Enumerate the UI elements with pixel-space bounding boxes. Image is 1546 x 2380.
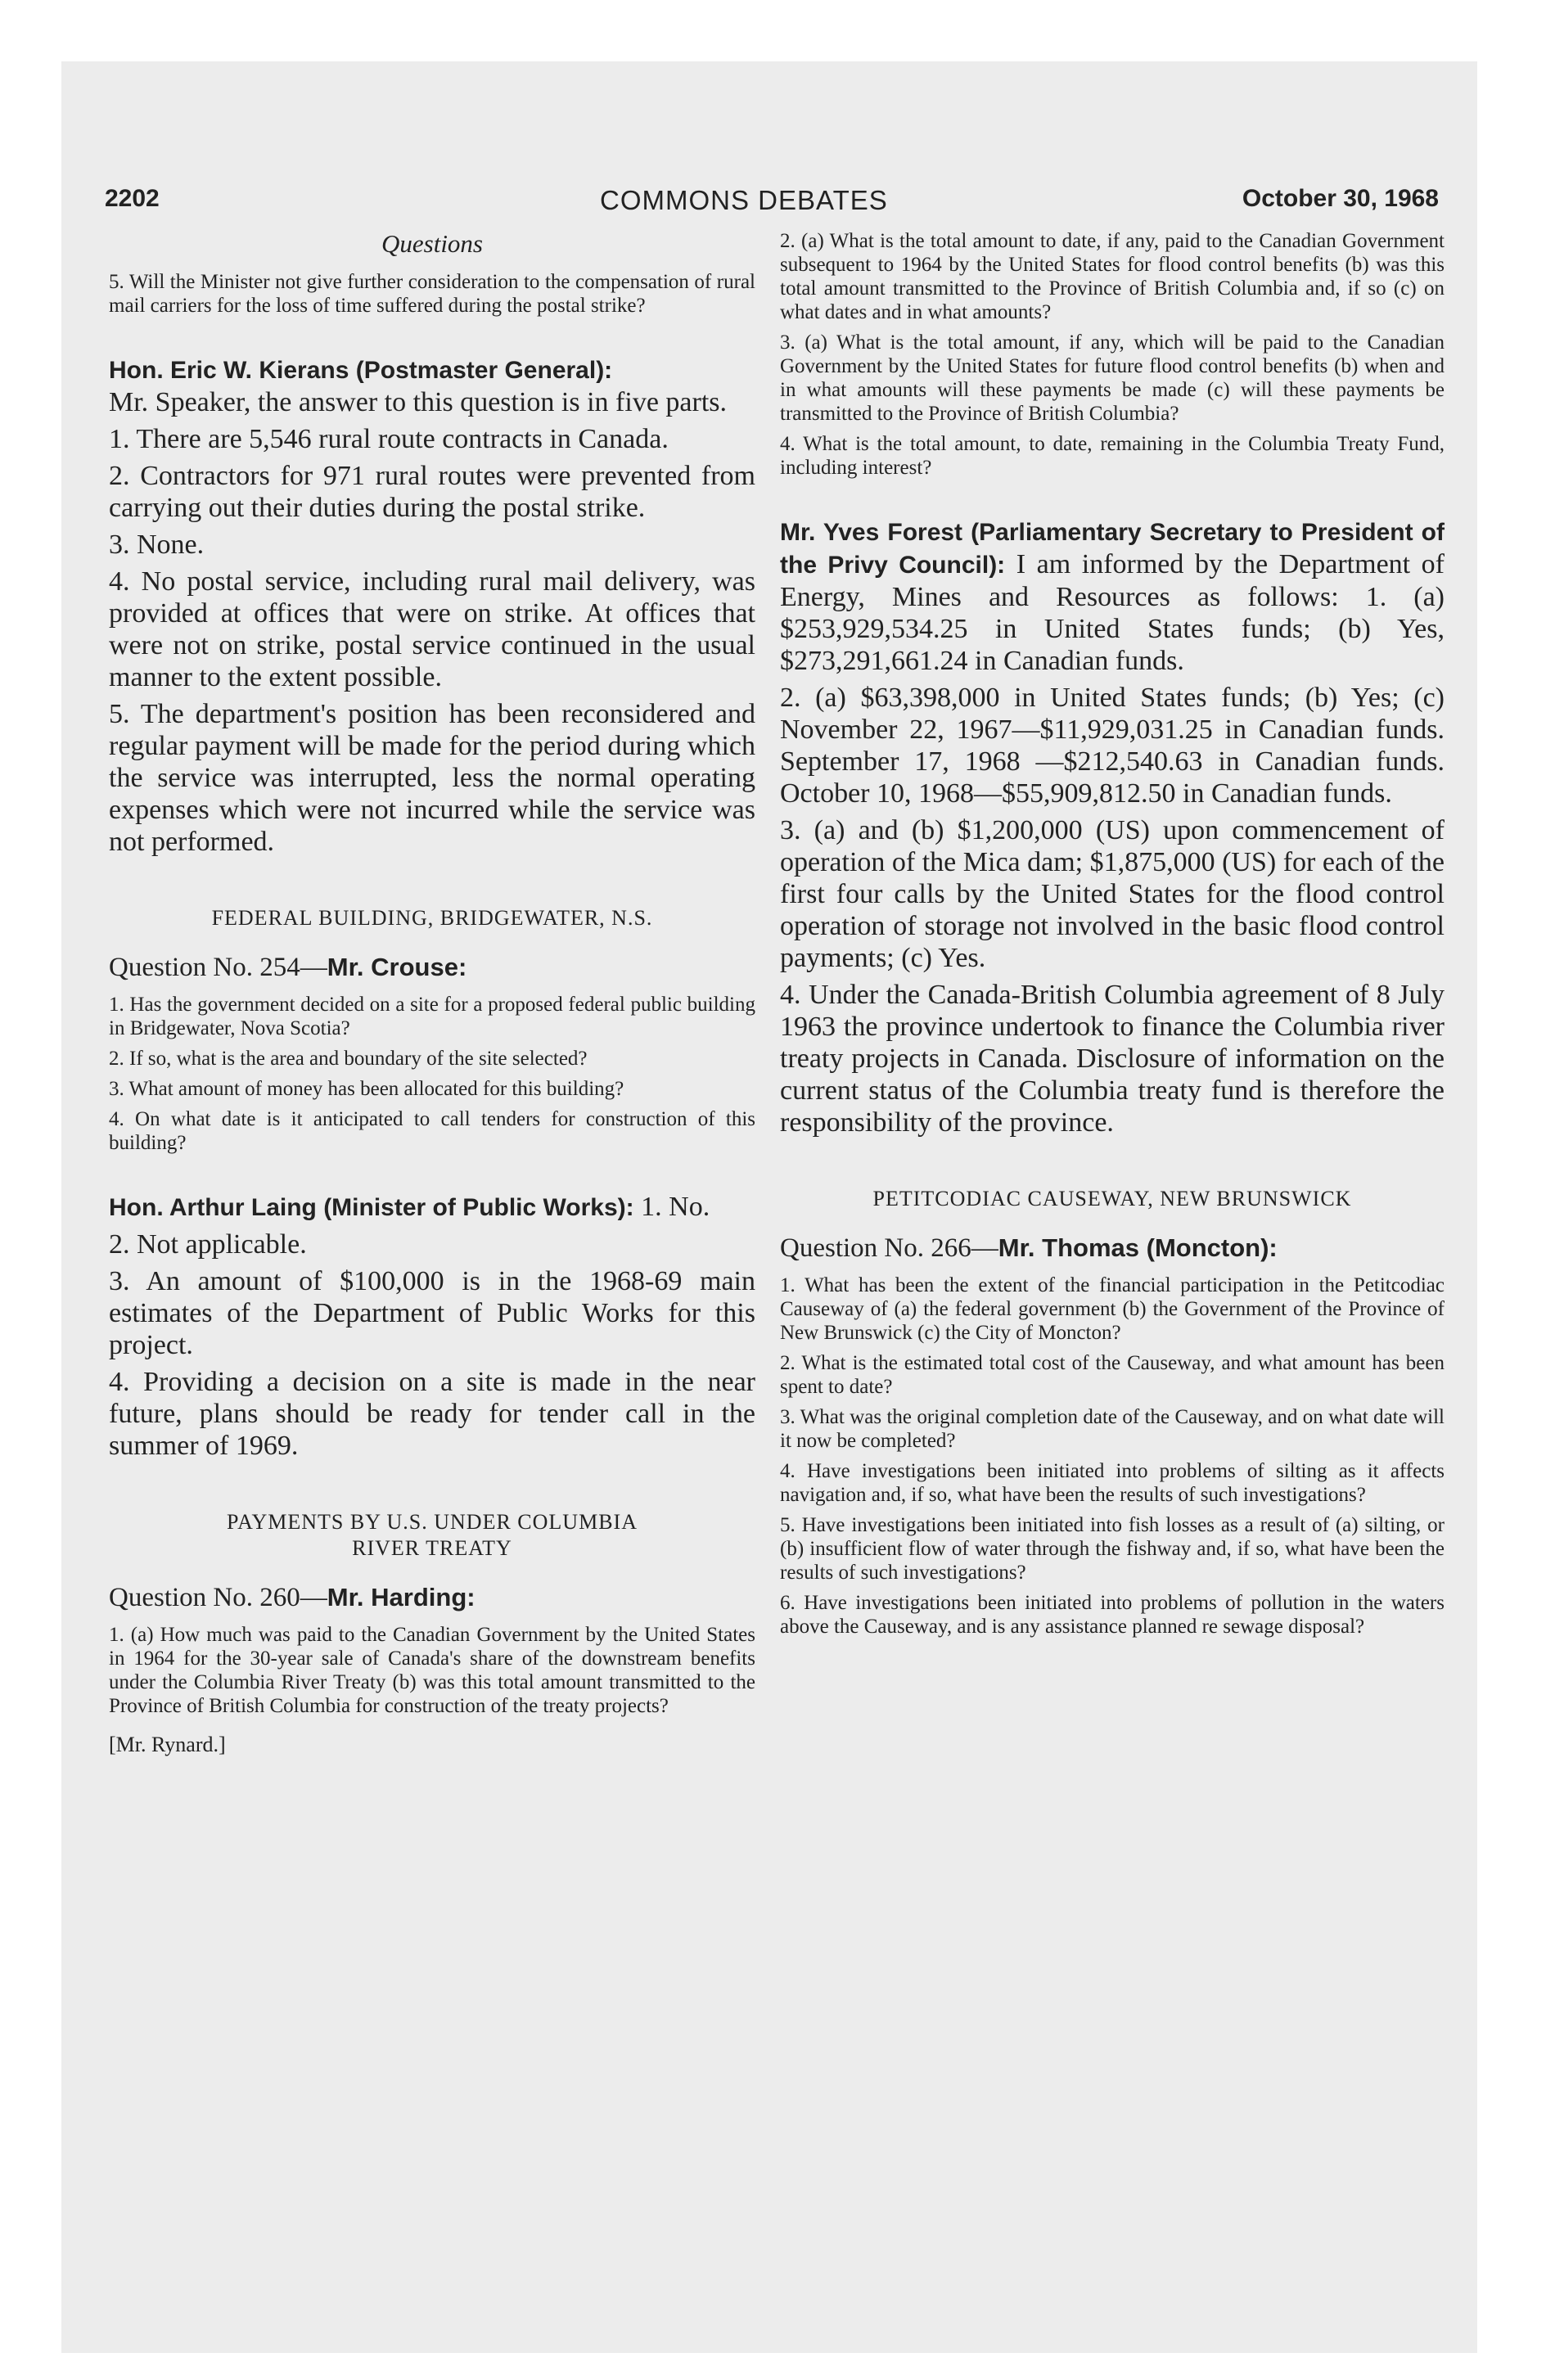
question-item: 6. Have investigations been initiated into problems of pollution in the waters above the Causeway, and is any assistance planned re sewage disposal? xyxy=(780,1592,1445,1638)
answer-item: 4. Under the Canada-British Columbia agreement of 8 July 1963 the province undertook to finance the Columbia river treaty projects in Canada. Disclosure of information on the current status of the Columbia treaty fund is therefore the responsibility of the province. xyxy=(780,980,1445,1138)
answer-item: 4. Providing a decision on a site is made in the near future, plans should be ready for tender call in the summer of 1969. xyxy=(109,1367,755,1461)
answer-paragraph xyxy=(780,516,1445,677)
section-heading: FEDERAL BUILDING, BRIDGEWATER, N.S. xyxy=(211,906,653,930)
question-asker: Mr. Harding: xyxy=(327,1583,476,1611)
question-asker: Mr. Crouse: xyxy=(327,953,467,981)
question-item: 1. What has been the extent of the financial participation in the Petitcodiac Causeway of (a) the federal government (b) the Government of the Province of New Brunswick (c) the City of Moncton? xyxy=(780,1274,1445,1344)
question-label: Question No. 260— xyxy=(109,1583,327,1612)
question-item: 4. On what date is it anticipated to call tenders for construction of this building? xyxy=(109,1108,755,1154)
question-label: Question No. 266— xyxy=(780,1233,998,1263)
question-number xyxy=(109,1583,755,1613)
speaker-name: Hon. Eric W. Kierans (Postmaster General): xyxy=(109,357,613,384)
section-heading-line: PAYMENTS BY U.S. UNDER COLUMBIA xyxy=(227,1510,638,1534)
question-item: 3. What was the original completion date of the Causeway, and on what date will it now be completed? xyxy=(780,1406,1445,1452)
question-item: 5. Will the Minister not give further consideration to the compensation of rural mail carriers for the loss of time suffered during the postal strike? xyxy=(109,271,755,317)
question-item: 2. If so, what is the area and boundary of the site selected? xyxy=(109,1048,588,1070)
right-column xyxy=(780,229,1445,1645)
speaker-name: Mr. Yves Forest (Parliamentary Secretary to President of the Privy Council): xyxy=(780,519,1445,579)
page-title: COMMONS DEBATES xyxy=(600,185,888,215)
answer-item: 2. (a) $63,398,000 in United States funds; (b) Yes; (c) November 22, 1967—$11,929,031.25 in Canadian funds. September 17, 1968 —$212,540.63 in Canadian funds. October 10, 1968—$55,909,812.50 in Canadian funds. xyxy=(780,683,1445,809)
question-item: 1. (a) How much was paid to the Canadian Government by the United States in 1964 for the 30-year sale of Canada's share of the downstream benefits under the Columbia River Treaty (b) was this total amount transmitted to the Province of British Columbia for construction of the treaty projects? xyxy=(109,1624,755,1717)
question-item: 3. What amount of money has been allocated for this building? xyxy=(109,1078,624,1100)
speaker-note: [Mr. Rynard.] xyxy=(109,1733,226,1756)
left-column xyxy=(109,229,755,1757)
question-item: 4. Have investigations been initiated into problems of silting as it affects navigation and, if so, what have been the results of such investigations? xyxy=(780,1460,1445,1506)
page-number: 2202 xyxy=(105,185,160,212)
answer-item: 3. None. xyxy=(109,530,205,560)
section-title: Questions xyxy=(381,229,483,258)
speaker-name: Hon. Arthur Laing (Minister of Public Works): xyxy=(109,1194,634,1221)
section-heading-line: RIVER TREATY xyxy=(352,1536,512,1560)
question-number xyxy=(780,1233,1445,1264)
question-number xyxy=(109,953,755,983)
question-asker: Mr. Thomas (Moncton): xyxy=(998,1233,1278,1262)
question-item: 2. What is the estimated total cost of the Causeway, and what amount has been spent to date? xyxy=(780,1352,1445,1398)
answer-text: I am informed by the Department of Energy, Mines and Resources as follows: 1. (a) $253,929,534.25 in United States funds; (b) Yes, $273,291,661.24 in Canadian funds. xyxy=(780,549,1445,676)
answer-item: 3. An amount of $100,000 is in the 1968-69 main estimates of the Department of Public Works for this project. xyxy=(109,1266,755,1360)
question-item: 1. Has the government decided on a site for a proposed federal public building in Bridgewater, Nova Scotia? xyxy=(109,994,755,1039)
page-date: October 30, 1968 xyxy=(1242,185,1439,212)
answer-paragraph xyxy=(109,354,755,418)
answer-paragraph xyxy=(109,1191,755,1224)
page-header xyxy=(105,185,1439,226)
answer-item: 1. There are 5,546 rural route contracts in Canada. xyxy=(109,424,669,454)
question-item: 5. Have investigations been initiated into fish losses as a result of (a) silting, or (b) insufficient flow of water through the fishway and, if so, what have been the results of such investigations? xyxy=(780,1514,1445,1584)
answer-item: 2. Not applicable. xyxy=(109,1229,307,1260)
question-item: 2. (a) What is the total amount to date, if any, paid to the Canadian Government subsequent to 1964 by the United States for flood control benefits (b) was this total amount transmitted to the Province of British Columbia and, if so (c) on what dates and in what amounts? xyxy=(780,230,1445,323)
answer-item: 3. (a) and (b) $1,200,000 (US) upon commencement of operation of the Mica dam; $1,875,000 (US) for each of the first four calls by the United States for the flood control operation of storage not involved in the basic flood control payments; (c) Yes. xyxy=(780,815,1445,973)
section-heading xyxy=(109,1509,755,1562)
answer-item: 5. The department's position has been reconsidered and regular payment will be made for the period during which the service was interrupted, less the normal operating expenses which were not incurred while the service was not performed. xyxy=(109,699,755,857)
section-heading: PETITCODIAC CAUSEWAY, NEW BRUNSWICK xyxy=(872,1187,1352,1210)
answer-item: 4. No postal service, including rural mail delivery, was provided at offices that were on strike. At offices that were not on strike, postal service continued in the usual manner to the extent possible. xyxy=(109,566,755,692)
answer-item: 2. Contractors for 971 rural routes were prevented from carrying out their duties during the postal strike. xyxy=(109,461,755,523)
question-item: 4. What is the total amount, to date, remaining in the Columbia Treaty Fund, including interest? xyxy=(780,433,1445,479)
question-item: 3. (a) What is the total amount, if any, which will be paid to the Canadian Government by the United States for future flood control benefits (b) when and in what amounts will these payments be made (c) will these payments be transmitted to the Province of British Columbia? xyxy=(780,331,1445,425)
answer-text: 1. No. xyxy=(641,1192,710,1222)
question-label: Question No. 254— xyxy=(109,953,327,982)
answer-text: Mr. Speaker, the answer to this question is in five parts. xyxy=(109,387,728,417)
